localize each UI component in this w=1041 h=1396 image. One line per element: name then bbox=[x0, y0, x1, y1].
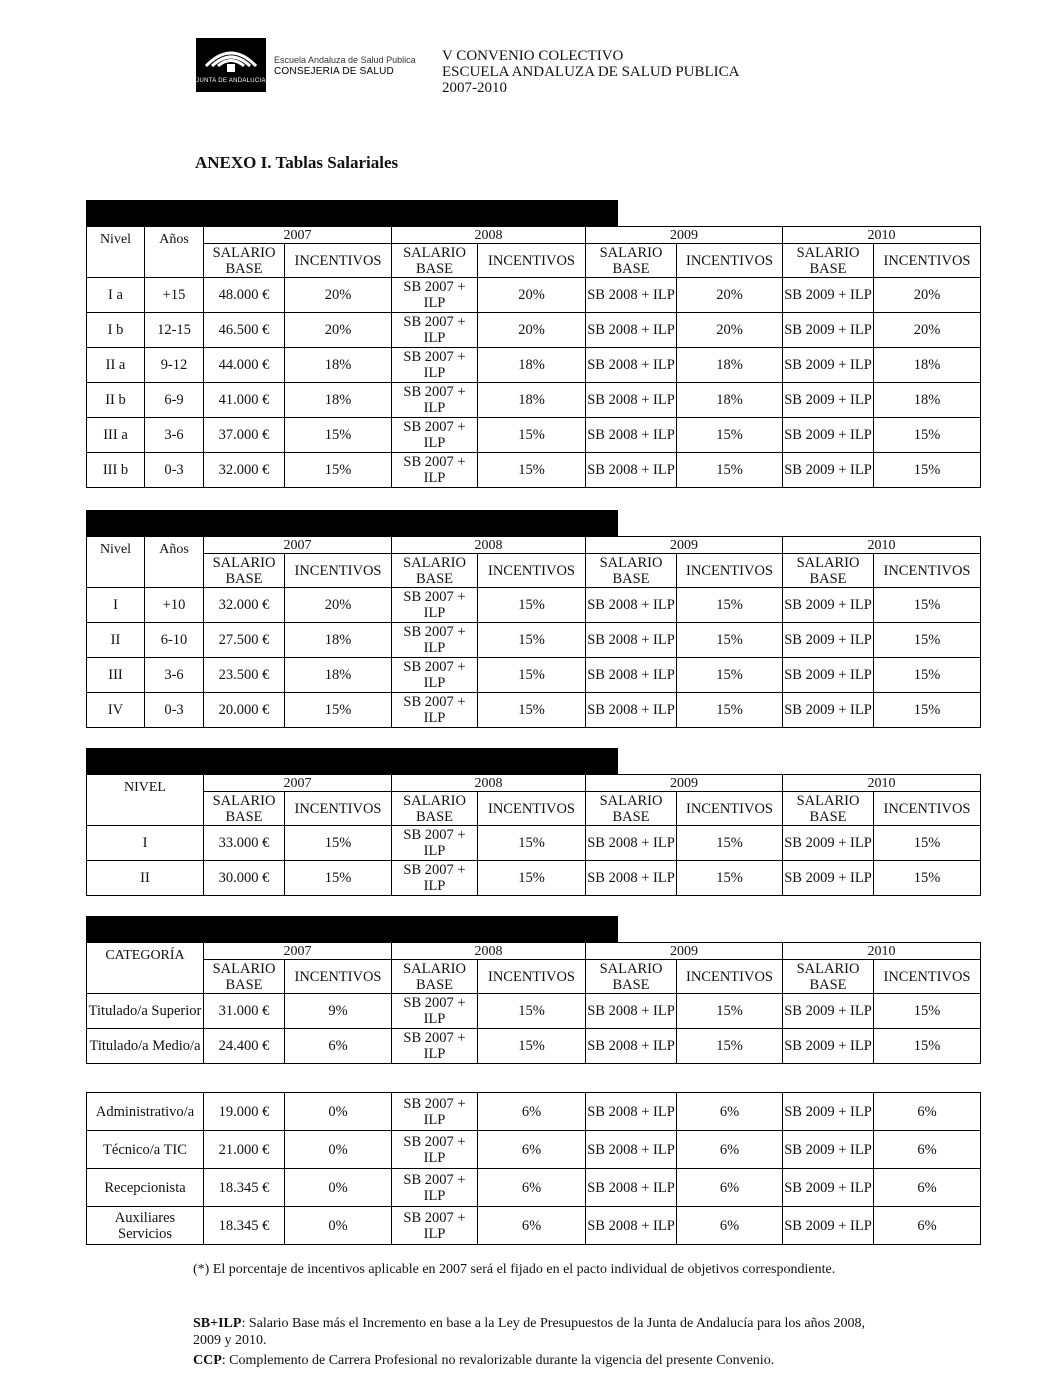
cell-inc2010: 18% bbox=[874, 348, 981, 383]
header-salario-base: SALARIO BASE bbox=[392, 554, 478, 588]
header-2010: 2010 bbox=[783, 943, 981, 960]
table3-title-bar bbox=[86, 748, 618, 774]
table-row bbox=[87, 1093, 981, 1131]
cell-anos: 6-10 bbox=[145, 623, 204, 658]
cell-inc2007: 15% bbox=[285, 418, 392, 453]
cell-inc2007: 6% bbox=[285, 1029, 392, 1064]
header-incentivos: INCENTIVOS bbox=[478, 792, 586, 826]
header-salario-base: SALARIO BASE bbox=[392, 792, 478, 826]
header-anos: Años bbox=[145, 227, 204, 278]
table-row bbox=[87, 861, 981, 896]
cell-sb2007: 19.000 € bbox=[204, 1093, 285, 1131]
header-incentivos: INCENTIVOS bbox=[874, 554, 981, 588]
cell-inc2007: 9% bbox=[285, 994, 392, 1029]
cell-sb2009: SB 2008 + ILP bbox=[586, 658, 677, 693]
cell-sb2007: 18.345 € bbox=[204, 1207, 285, 1245]
cell-inc2007: 15% bbox=[285, 453, 392, 488]
header-2009: 2009 bbox=[586, 775, 783, 792]
cell-inc2008: 6% bbox=[478, 1131, 586, 1169]
cell-nivel: I b bbox=[87, 313, 145, 348]
cell-inc2008: 15% bbox=[478, 994, 586, 1029]
cell-sb2008: SB 2007 + ILP bbox=[392, 348, 478, 383]
note-ccp-text: : Complemento de Carrera Profesional no revalorizable durante la vigencia del presente Convenio. bbox=[221, 1353, 775, 1368]
convenio-line-1: V CONVENIO COLECTIVO bbox=[442, 48, 624, 64]
cell-inc2010: 20% bbox=[874, 278, 981, 313]
cell-sb2010: SB 2009 + ILP bbox=[783, 313, 874, 348]
header-incentivos: INCENTIVOS bbox=[478, 244, 586, 278]
cell-anos: 0-3 bbox=[145, 693, 204, 728]
cell-sb2010: SB 2009 + ILP bbox=[783, 418, 874, 453]
cell-sb2010: SB 2009 + ILP bbox=[783, 1207, 874, 1245]
cell-inc2010: 15% bbox=[874, 826, 981, 861]
cell-sb2009: SB 2008 + ILP bbox=[586, 994, 677, 1029]
table-row bbox=[87, 994, 981, 1029]
cell-nivel: I bbox=[87, 826, 204, 861]
cell-sb2009: SB 2008 + ILP bbox=[586, 313, 677, 348]
cell-sb2010: SB 2009 + ILP bbox=[783, 348, 874, 383]
cell-sb2009: SB 2008 + ILP bbox=[586, 418, 677, 453]
cell-categoria: Auxiliares Servicios bbox=[87, 1207, 204, 1245]
header-categoria: CATEGORÍA bbox=[87, 943, 204, 994]
cell-inc2007: 0% bbox=[285, 1169, 392, 1207]
junta-logo bbox=[196, 38, 266, 92]
header-salario-base: SALARIO BASE bbox=[204, 554, 285, 588]
cell-inc2008: 15% bbox=[478, 826, 586, 861]
cell-sb2008: SB 2007 + ILP bbox=[392, 278, 478, 313]
cell-sb2010: SB 2009 + ILP bbox=[783, 1131, 874, 1169]
cell-sb2008: SB 2007 + ILP bbox=[392, 994, 478, 1029]
logo-line-1: Escuela Andaluza de Salud Publica bbox=[274, 55, 416, 65]
cell-sb2010: SB 2009 + ILP bbox=[783, 861, 874, 896]
cell-inc2008: 20% bbox=[478, 278, 586, 313]
cell-inc2009: 20% bbox=[677, 313, 783, 348]
cell-inc2007: 18% bbox=[285, 623, 392, 658]
table-row bbox=[87, 588, 981, 623]
cell-sb2008: SB 2007 + ILP bbox=[392, 313, 478, 348]
cell-inc2008: 15% bbox=[478, 418, 586, 453]
cell-sb2007: 41.000 € bbox=[204, 383, 285, 418]
note-ccp bbox=[193, 1352, 873, 1369]
header-incentivos: INCENTIVOS bbox=[677, 960, 783, 994]
header-salario-base: SALARIO BASE bbox=[586, 554, 677, 588]
header-incentivos: INCENTIVOS bbox=[874, 244, 981, 278]
header-2009: 2009 bbox=[586, 227, 783, 244]
cell-sb2008: SB 2007 + ILP bbox=[392, 418, 478, 453]
table-row bbox=[87, 1207, 981, 1245]
header-2010: 2010 bbox=[783, 775, 981, 792]
cell-sb2010: SB 2009 + ILP bbox=[783, 1169, 874, 1207]
cell-inc2009: 6% bbox=[677, 1131, 783, 1169]
cell-inc2008: 6% bbox=[478, 1093, 586, 1131]
cell-sb2007: 33.000 € bbox=[204, 826, 285, 861]
cell-inc2007: 20% bbox=[285, 588, 392, 623]
header-incentivos: INCENTIVOS bbox=[478, 554, 586, 588]
cell-sb2010: SB 2009 + ILP bbox=[783, 453, 874, 488]
cell-sb2009: SB 2008 + ILP bbox=[586, 1093, 677, 1131]
cell-inc2009: 15% bbox=[677, 1029, 783, 1064]
cell-sb2010: SB 2009 + ILP bbox=[783, 588, 874, 623]
cell-inc2009: 15% bbox=[677, 693, 783, 728]
cell-anos: +15 bbox=[145, 278, 204, 313]
header-2010: 2010 bbox=[783, 537, 981, 554]
table-row bbox=[87, 623, 981, 658]
cell-sb2009: SB 2008 + ILP bbox=[586, 453, 677, 488]
cell-sb2009: SB 2008 + ILP bbox=[586, 693, 677, 728]
cell-sb2010: SB 2009 + ILP bbox=[783, 623, 874, 658]
logo-badge-text: JUNTA DE ANDALUCIA bbox=[196, 78, 266, 84]
cell-sb2007: 48.000 € bbox=[204, 278, 285, 313]
cell-anos: 0-3 bbox=[145, 453, 204, 488]
header-incentivos: INCENTIVOS bbox=[677, 244, 783, 278]
cell-inc2009: 15% bbox=[677, 623, 783, 658]
cell-inc2008: 18% bbox=[478, 348, 586, 383]
cell-inc2007: 15% bbox=[285, 693, 392, 728]
cell-sb2008: SB 2007 + ILP bbox=[392, 1131, 478, 1169]
cell-nivel: II bbox=[87, 623, 145, 658]
cell-inc2007: 20% bbox=[285, 313, 392, 348]
cell-sb2007: 20.000 € bbox=[204, 693, 285, 728]
table-row bbox=[87, 348, 981, 383]
cell-nivel: III b bbox=[87, 453, 145, 488]
cell-anos: 3-6 bbox=[145, 418, 204, 453]
header-incentivos: INCENTIVOS bbox=[285, 554, 392, 588]
table4-title-bar bbox=[86, 916, 618, 942]
cell-inc2010: 15% bbox=[874, 861, 981, 896]
note-incentivos: (*) El porcentaje de incentivos aplicable en 2007 será el fijado en el pacto individual de objetivos correspondiente. bbox=[193, 1262, 836, 1277]
convenio-line-2: ESCUELA ANDALUZA DE SALUD PUBLICA bbox=[442, 64, 740, 80]
cell-inc2008: 6% bbox=[478, 1169, 586, 1207]
cell-inc2008: 15% bbox=[478, 693, 586, 728]
cell-sb2007: 23.500 € bbox=[204, 658, 285, 693]
header-2008: 2008 bbox=[392, 775, 586, 792]
table-row bbox=[87, 826, 981, 861]
cell-sb2008: SB 2007 + ILP bbox=[392, 453, 478, 488]
cell-sb2009: SB 2008 + ILP bbox=[586, 1131, 677, 1169]
header-nivel-upper: NIVEL bbox=[87, 775, 204, 826]
table2-title-bar bbox=[86, 510, 618, 536]
header-salario-base: SALARIO BASE bbox=[783, 960, 874, 994]
header-incentivos: INCENTIVOS bbox=[874, 792, 981, 826]
cell-inc2007: 18% bbox=[285, 658, 392, 693]
header-2008: 2008 bbox=[392, 537, 586, 554]
header-salario-base: SALARIO BASE bbox=[204, 960, 285, 994]
cell-inc2010: 15% bbox=[874, 994, 981, 1029]
cell-inc2009: 18% bbox=[677, 348, 783, 383]
note-sb-ilp-text: : Salario Base más el Incremento en base a la Ley de Presupuestos de la Junta de Andalucía para los años 2008, 2009 y 2010. bbox=[193, 1316, 866, 1348]
header-salario-base: SALARIO BASE bbox=[783, 554, 874, 588]
cell-sb2010: SB 2009 + ILP bbox=[783, 658, 874, 693]
header-salario-base: SALARIO BASE bbox=[586, 960, 677, 994]
cell-sb2008: SB 2007 + ILP bbox=[392, 1093, 478, 1131]
cell-sb2008: SB 2007 + ILP bbox=[392, 693, 478, 728]
cell-categoria: Recepcionista bbox=[87, 1169, 204, 1207]
cell-inc2009: 15% bbox=[677, 658, 783, 693]
cell-anos: 6-9 bbox=[145, 383, 204, 418]
cell-categoria: Titulado/a Medio/a bbox=[87, 1029, 204, 1064]
header-incentivos: INCENTIVOS bbox=[677, 554, 783, 588]
salary-table-2 bbox=[86, 536, 981, 728]
table-row bbox=[87, 1131, 981, 1169]
cell-categoria: Técnico/a TIC bbox=[87, 1131, 204, 1169]
salary-table-3 bbox=[86, 774, 981, 896]
cell-sb2010: SB 2009 + ILP bbox=[783, 1029, 874, 1064]
cell-nivel: I bbox=[87, 588, 145, 623]
cell-inc2009: 6% bbox=[677, 1207, 783, 1245]
header-incentivos: INCENTIVOS bbox=[874, 960, 981, 994]
cell-nivel: II b bbox=[87, 383, 145, 418]
header-incentivos: INCENTIVOS bbox=[285, 792, 392, 826]
cell-sb2008: SB 2007 + ILP bbox=[392, 1029, 478, 1064]
cell-inc2007: 0% bbox=[285, 1093, 392, 1131]
cell-inc2008: 15% bbox=[478, 861, 586, 896]
cell-anos: 9-12 bbox=[145, 348, 204, 383]
cell-sb2009: SB 2008 + ILP bbox=[586, 1169, 677, 1207]
cell-sb2009: SB 2008 + ILP bbox=[586, 383, 677, 418]
cell-inc2010: 18% bbox=[874, 383, 981, 418]
salary-table-1 bbox=[86, 226, 981, 488]
cell-sb2008: SB 2007 + ILP bbox=[392, 588, 478, 623]
cell-sb2007: 21.000 € bbox=[204, 1131, 285, 1169]
header-salario-base: SALARIO BASE bbox=[783, 244, 874, 278]
cell-sb2008: SB 2007 + ILP bbox=[392, 826, 478, 861]
note-sb-ilp bbox=[193, 1315, 873, 1349]
cell-sb2007: 32.000 € bbox=[204, 453, 285, 488]
header-salario-base: SALARIO BASE bbox=[586, 244, 677, 278]
table-row bbox=[87, 418, 981, 453]
cell-inc2008: 15% bbox=[478, 623, 586, 658]
cell-sb2007: 44.000 € bbox=[204, 348, 285, 383]
cell-categoria: Titulado/a Superior bbox=[87, 994, 204, 1029]
header-2007: 2007 bbox=[204, 943, 392, 960]
cell-sb2007: 37.000 € bbox=[204, 418, 285, 453]
header-salario-base: SALARIO BASE bbox=[392, 244, 478, 278]
cell-sb2007: 46.500 € bbox=[204, 313, 285, 348]
cell-nivel: IV bbox=[87, 693, 145, 728]
cell-anos: 3-6 bbox=[145, 658, 204, 693]
cell-inc2009: 15% bbox=[677, 826, 783, 861]
cell-sb2009: SB 2008 + ILP bbox=[586, 861, 677, 896]
cell-inc2008: 15% bbox=[478, 1029, 586, 1064]
cell-sb2008: SB 2007 + ILP bbox=[392, 861, 478, 896]
cell-inc2008: 15% bbox=[478, 658, 586, 693]
cell-sb2008: SB 2007 + ILP bbox=[392, 623, 478, 658]
cell-anos: 12-15 bbox=[145, 313, 204, 348]
header-2010: 2010 bbox=[783, 227, 981, 244]
cell-inc2010: 15% bbox=[874, 453, 981, 488]
cell-sb2008: SB 2007 + ILP bbox=[392, 383, 478, 418]
table-row bbox=[87, 693, 981, 728]
table-row bbox=[87, 658, 981, 693]
header-2008: 2008 bbox=[392, 943, 586, 960]
cell-inc2010: 15% bbox=[874, 418, 981, 453]
cell-nivel: II bbox=[87, 861, 204, 896]
cell-inc2009: 20% bbox=[677, 278, 783, 313]
cell-inc2009: 15% bbox=[677, 418, 783, 453]
cell-inc2010: 20% bbox=[874, 313, 981, 348]
cell-inc2010: 6% bbox=[874, 1131, 981, 1169]
header-2008: 2008 bbox=[392, 227, 586, 244]
cell-inc2007: 20% bbox=[285, 278, 392, 313]
cell-categoria: Administrativo/a bbox=[87, 1093, 204, 1131]
cell-inc2007: 18% bbox=[285, 383, 392, 418]
cell-anos: +10 bbox=[145, 588, 204, 623]
cell-sb2010: SB 2009 + ILP bbox=[783, 1093, 874, 1131]
cell-sb2009: SB 2008 + ILP bbox=[586, 1029, 677, 1064]
header-2009: 2009 bbox=[586, 537, 783, 554]
cell-inc2010: 6% bbox=[874, 1207, 981, 1245]
page-title: ANEXO I. Tablas Salariales bbox=[195, 153, 399, 172]
cell-inc2010: 6% bbox=[874, 1093, 981, 1131]
cell-inc2010: 15% bbox=[874, 588, 981, 623]
table1-title-bar bbox=[86, 200, 618, 226]
cell-inc2010: 15% bbox=[874, 658, 981, 693]
header-anos: Años bbox=[145, 537, 204, 588]
cell-sb2010: SB 2009 + ILP bbox=[783, 278, 874, 313]
cell-sb2009: SB 2008 + ILP bbox=[586, 1207, 677, 1245]
cell-sb2007: 32.000 € bbox=[204, 588, 285, 623]
cell-sb2007: 24.400 € bbox=[204, 1029, 285, 1064]
document-header bbox=[196, 38, 416, 92]
salary-table-5 bbox=[86, 1092, 981, 1245]
cell-inc2008: 15% bbox=[478, 588, 586, 623]
cell-sb2008: SB 2007 + ILP bbox=[392, 658, 478, 693]
cell-inc2008: 15% bbox=[478, 453, 586, 488]
header-salario-base: SALARIO BASE bbox=[586, 792, 677, 826]
cell-sb2007: 27.500 € bbox=[204, 623, 285, 658]
cell-inc2009: 6% bbox=[677, 1169, 783, 1207]
cell-inc2009: 15% bbox=[677, 588, 783, 623]
cell-sb2010: SB 2009 + ILP bbox=[783, 383, 874, 418]
logo-line-2: CONSEJERIA DE SALUD bbox=[274, 66, 394, 77]
cell-inc2009: 15% bbox=[677, 861, 783, 896]
cell-inc2010: 6% bbox=[874, 1169, 981, 1207]
cell-nivel: III a bbox=[87, 418, 145, 453]
table-row bbox=[87, 278, 981, 313]
cell-sb2010: SB 2009 + ILP bbox=[783, 994, 874, 1029]
cell-sb2009: SB 2008 + ILP bbox=[586, 623, 677, 658]
convenio-heading bbox=[442, 48, 740, 96]
note-sb-ilp-term: SB+ILP bbox=[193, 1316, 242, 1331]
cell-nivel: III bbox=[87, 658, 145, 693]
header-2007: 2007 bbox=[204, 537, 392, 554]
header-salario-base: SALARIO BASE bbox=[392, 960, 478, 994]
header-nivel: Nivel bbox=[87, 537, 145, 588]
cell-sb2007: 18.345 € bbox=[204, 1169, 285, 1207]
table-row bbox=[87, 453, 981, 488]
cell-inc2008: 6% bbox=[478, 1207, 586, 1245]
cell-nivel: I a bbox=[87, 278, 145, 313]
cell-inc2007: 18% bbox=[285, 348, 392, 383]
cell-sb2007: 31.000 € bbox=[204, 994, 285, 1029]
cell-inc2009: 15% bbox=[677, 994, 783, 1029]
header-nivel: Nivel bbox=[87, 227, 145, 278]
table-row bbox=[87, 383, 981, 418]
cell-inc2009: 15% bbox=[677, 453, 783, 488]
header-salario-base: SALARIO BASE bbox=[783, 792, 874, 826]
header-incentivos: INCENTIVOS bbox=[677, 792, 783, 826]
table-row bbox=[87, 1169, 981, 1207]
cell-sb2010: SB 2009 + ILP bbox=[783, 693, 874, 728]
table-row bbox=[87, 313, 981, 348]
header-salario-base: SALARIO BASE bbox=[204, 792, 285, 826]
convenio-line-3: 2007-2010 bbox=[442, 80, 507, 96]
cell-sb2009: SB 2008 + ILP bbox=[586, 278, 677, 313]
cell-inc2007: 15% bbox=[285, 826, 392, 861]
header-2007: 2007 bbox=[204, 775, 392, 792]
header-incentivos: INCENTIVOS bbox=[478, 960, 586, 994]
header-2009: 2009 bbox=[586, 943, 783, 960]
cell-sb2010: SB 2009 + ILP bbox=[783, 826, 874, 861]
cell-sb2009: SB 2008 + ILP bbox=[586, 348, 677, 383]
cell-inc2010: 15% bbox=[874, 623, 981, 658]
cell-sb2009: SB 2008 + ILP bbox=[586, 826, 677, 861]
salary-table-4 bbox=[86, 942, 981, 1064]
cell-sb2008: SB 2007 + ILP bbox=[392, 1207, 478, 1245]
cell-inc2009: 6% bbox=[677, 1093, 783, 1131]
header-incentivos: INCENTIVOS bbox=[285, 244, 392, 278]
note-ccp-term: CCP bbox=[193, 1353, 222, 1368]
cell-inc2007: 15% bbox=[285, 861, 392, 896]
cell-inc2010: 15% bbox=[874, 693, 981, 728]
header-incentivos: INCENTIVOS bbox=[285, 960, 392, 994]
cell-inc2010: 15% bbox=[874, 1029, 981, 1064]
cell-inc2007: 0% bbox=[285, 1207, 392, 1245]
logo-text bbox=[274, 54, 416, 78]
cell-inc2007: 0% bbox=[285, 1131, 392, 1169]
cell-inc2009: 18% bbox=[677, 383, 783, 418]
cell-sb2007: 30.000 € bbox=[204, 861, 285, 896]
header-2007: 2007 bbox=[204, 227, 392, 244]
cell-inc2008: 18% bbox=[478, 383, 586, 418]
cell-inc2008: 20% bbox=[478, 313, 586, 348]
cell-sb2009: SB 2008 + ILP bbox=[586, 588, 677, 623]
cell-sb2008: SB 2007 + ILP bbox=[392, 1169, 478, 1207]
header-salario-base: SALARIO BASE bbox=[204, 244, 285, 278]
cell-nivel: II a bbox=[87, 348, 145, 383]
table-row bbox=[87, 1029, 981, 1064]
